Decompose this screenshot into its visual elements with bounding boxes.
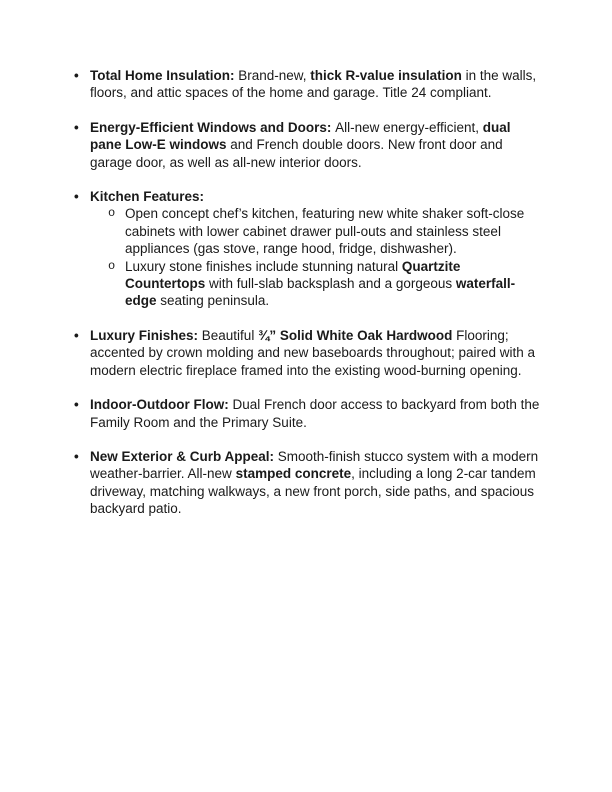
bullet-icon: • (74, 189, 79, 205)
text-run-bold: New Exterior & Curb Appeal: (90, 448, 278, 464)
bullet-icon: • (74, 68, 79, 83)
text-run: Dual French door access to backyard from both the Family Room and the Primary Suite. (90, 397, 540, 430)
bullet-text-kitchen-features (90, 188, 540, 205)
bullet-icon: • (74, 327, 79, 343)
bullet-icon: • (74, 119, 79, 135)
sub-bullet-icon: o (108, 206, 116, 221)
bullet-item-kitchen-cabinets-appliances (108, 205, 540, 257)
text-run-bold: stamped concrete (235, 466, 352, 482)
text-run: , including a long 2-car tandem driveway, matching walkways, a new front porch, side paths, and spacious backyard patio. (90, 466, 536, 517)
bullet-icon: • (74, 448, 79, 464)
text-run-bold: Energy-Efficient Windows and Doors: (90, 119, 336, 135)
text-run-bold: Indoor-Outdoor Flow: (90, 397, 233, 413)
bullet-text-luxury-finishes (90, 327, 540, 379)
bullet-item-energy-efficient-windows-and-doors (72, 119, 540, 171)
text-run: Luxury stone finishes include stunning natural (125, 258, 402, 274)
bullet-row (72, 119, 540, 171)
text-run: Flooring; accented by crown molding and new baseboards throughout; paired with a modern electric fireplace framed into the existing wood-burning opening. (90, 327, 536, 378)
bullet-item-kitchen-stone-finishes (108, 258, 540, 310)
text-run: All-new energy-efficient, (335, 119, 483, 135)
sub-bullet-list (108, 205, 540, 309)
text-run: seating peninsula. (156, 293, 270, 309)
text-run-bold: Total Home Insulation: (90, 68, 239, 83)
text-run-bold: Luxury Finishes: (90, 327, 202, 343)
bullet-icon: • (74, 397, 79, 413)
text-run-bold: Quartzite Countertops (125, 258, 461, 292)
text-run: Beautiful (201, 327, 259, 343)
text-run: in the walls, floors, and attic spaces of the home and garage. Title 24 compliant. (90, 68, 537, 101)
bullet-text-total-home-insulation (90, 67, 540, 102)
text-run: Open concept chef’s kitchen, featuring new white shaker soft-close cabinets with lower cabinet drawer pull-outs and stainless steel appliances (gas stove, range hood, fridge, dishwasher). (125, 206, 525, 257)
bullet-item-luxury-finishes (72, 327, 540, 379)
bullet-text-kitchen-cabinets-appliances (125, 205, 540, 257)
text-run: Brand-new, (238, 68, 311, 83)
bullet-item-new-exterior-curb-appeal (72, 448, 540, 518)
text-run-bold: waterfall-edge (125, 276, 516, 309)
text-run-bold: Kitchen Features: (90, 189, 205, 205)
bullet-text-kitchen-stone-finishes (125, 258, 540, 310)
bullet-row (72, 327, 540, 379)
bullet-text-new-exterior-curb-appeal (90, 448, 540, 518)
bullet-row (72, 67, 540, 102)
text-run-bold: thick R-value insulation (310, 68, 462, 83)
bullet-row (108, 205, 540, 257)
bullet-row (108, 258, 540, 310)
bullet-item-kitchen-features (72, 188, 540, 310)
bullet-text-indoor-outdoor-flow (90, 396, 540, 431)
document-body (72, 67, 540, 535)
bullet-row (72, 396, 540, 431)
text-run: Smooth-finish stucco system with a modern weather-barrier. All-new (90, 448, 539, 482)
bullet-item-indoor-outdoor-flow (72, 396, 540, 431)
text-run-bold: dual pane Low-E windows (90, 119, 511, 153)
bullet-list (72, 67, 540, 518)
text-run: with full-slab backsplash and a gorgeous (205, 276, 456, 292)
bullet-item-total-home-insulation (72, 67, 540, 102)
bullet-row (72, 188, 540, 205)
text-run: and French double doors. New front door and garage door, as well as all-new interior doors. (90, 137, 503, 170)
text-run-bold: ¾” Solid White Oak Hardwood (258, 327, 453, 343)
bullet-text-energy-efficient-windows-and-doors (90, 119, 540, 171)
bullet-row (72, 448, 540, 518)
sub-bullet-icon: o (108, 258, 116, 273)
